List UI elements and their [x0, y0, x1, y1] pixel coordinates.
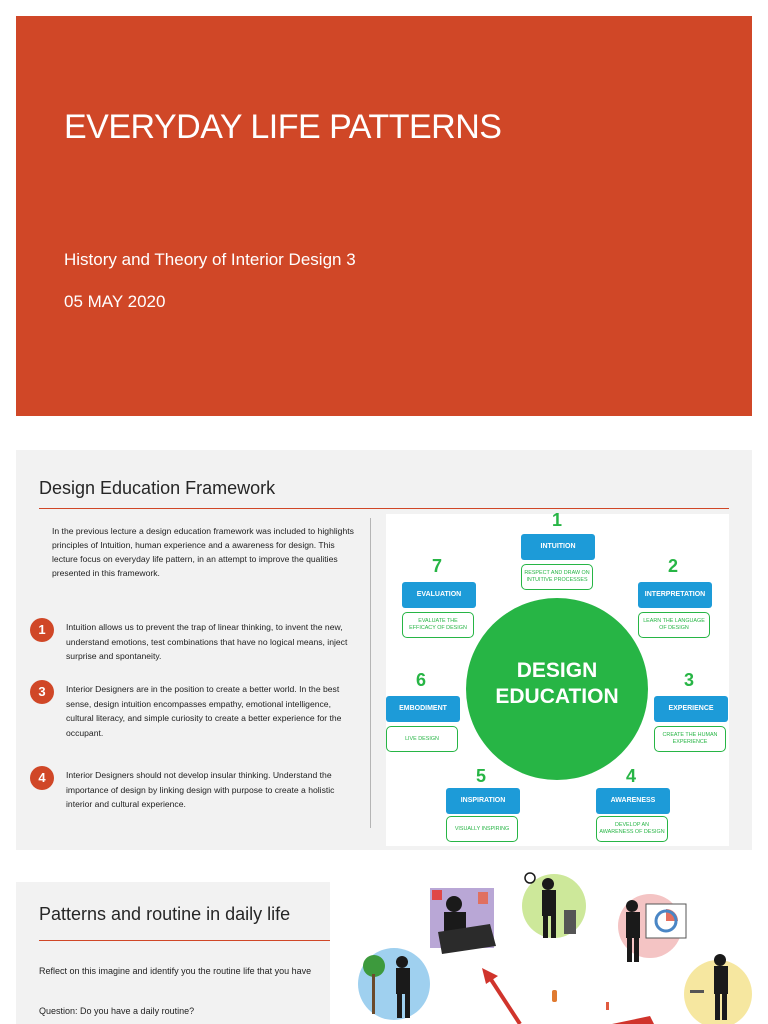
framework-slide [16, 450, 752, 850]
point-number-badge: 1 [30, 618, 54, 642]
node-number: 1 [552, 510, 563, 530]
title-divider [39, 508, 729, 509]
title-divider [39, 940, 330, 941]
question-paragraph: Question: Do you have a daily routine? [39, 1006, 195, 1016]
node-description: CREATE THE HUMAN EXPERIENCE [654, 726, 726, 752]
daily-routine-illustration [350, 866, 768, 1024]
slide-title: Patterns and routine in daily life [39, 904, 291, 924]
routine-slide [16, 882, 330, 1024]
node-label: INSPIRATION [446, 788, 520, 814]
point-number-badge: 4 [30, 766, 54, 790]
node-number: 2 [668, 556, 679, 576]
node-number: 6 [416, 670, 427, 690]
node-description: VISUALLY INSPIRING [446, 816, 518, 842]
node-label: EMBODIMENT [386, 696, 460, 722]
presentation-date: 05 MAY 2020 [64, 292, 166, 311]
node-number: 4 [626, 766, 637, 786]
node-description: EVALUATE THE EFFICACY OF DESIGN [402, 612, 474, 638]
node-description: LEARN THE LANGUAGE OF DESIGN [638, 612, 710, 638]
slide-title: Design Education Framework [39, 478, 276, 498]
cycle-arrows [482, 968, 654, 1024]
presentation-title: EVERYDAY LIFE PATTERNS [64, 108, 502, 146]
center-circle [466, 598, 648, 780]
presentation-subtitle: History and Theory of Interior Design 3 [64, 250, 356, 269]
center-label-line1: DESIGN [516, 659, 598, 682]
point-number-badge: 3 [30, 680, 54, 704]
point-text: Interior Designers are in the position to create a better world. In the best sense, design intuition encompasses empathy, emotional intelligence, cultural literacy, and simple curiosity to create a better experience for the occupant. [66, 684, 342, 738]
intro-paragraph: In the previous lecture a design education framework was included to highlights principles of Intuition, human experience and a awareness for design. This lecture focus on everyday life pattern, in an attempt to improve the qualities presented in this framework. [52, 526, 354, 578]
node-number: 7 [432, 556, 443, 576]
node-number: 5 [476, 766, 487, 786]
title-slide [16, 16, 752, 416]
node-description: LIVE DESIGN [386, 726, 458, 752]
office-worker-figure [430, 888, 496, 954]
reflection-paragraph: Reflect on this imagine and identify you the routine life that you have [39, 966, 312, 976]
node-description: DEVELOP AN AWARENESS OF DESIGN [596, 816, 668, 842]
node-label: INTERPRETATION [638, 582, 712, 608]
design-education-diagram [386, 510, 729, 846]
coffee-break-figure [684, 954, 752, 1024]
column-divider [370, 518, 371, 828]
walking-figure [358, 948, 430, 1020]
node-label: EVALUATION [402, 582, 476, 608]
node-label: INTUITION [521, 534, 595, 560]
point-text: Interior Designers should not develop insular thinking. Understand the importance of design by linking design with purpose to create a holistic interior and cultural experience. [66, 770, 335, 809]
center-label-line2: EDUCATION [495, 685, 619, 708]
node-number: 3 [684, 670, 695, 690]
phone-call-figure [522, 873, 586, 938]
presentation-figure [618, 894, 686, 962]
point-text: Intuition allows us to prevent the trap of linear thinking, to invent the new, understand emotions, test combinations that have no logical means, inject surprise and spontaneity. [66, 622, 348, 661]
node-label: EXPERIENCE [654, 696, 728, 722]
node-label: AWARENESS [596, 788, 670, 814]
node-description: RESPECT AND DRAW ON INTUITIVE PROCESSES [521, 564, 593, 590]
